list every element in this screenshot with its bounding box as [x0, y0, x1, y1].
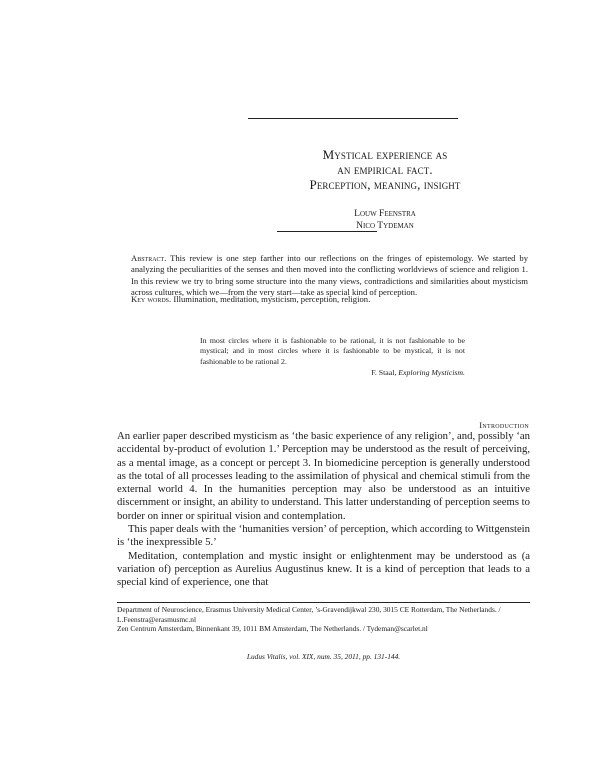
title-line-1: Mystical experience as: [322, 147, 448, 162]
body-paragraph-1: An earlier paper described mysticism as ‘the basic experience of any religion’, and, possibly ‘an accidental by-product of evolution 1.’ Perception may be understood as the result of perceiving, as a mental image, as a concept or percept 3. In biomedicine perception is generally understood as the total of all processes leading to the assimilation of physical and chemical stimuli from the external world 4. In the humanities perception may also be understood as an intuitive discernment or insight, an ability to understand. This latter understanding of perception seems to border on inner or spiritual vision and contemplation.: [117, 430, 530, 522]
epigraph-work: Exploring Mysticism.: [398, 368, 465, 377]
journal-citation: Ludus Vitalis, vol. XIX, num. 35, 2011, pp. 131-144.: [246, 652, 401, 661]
paper-title: [220, 147, 550, 192]
author-1: Louw Feenstra: [354, 209, 416, 219]
keywords-label: Key words.: [131, 294, 172, 304]
footnote-affiliation-1: Department of Neuroscience, Erasmus University Medical Center, ’s-Gravendijkwal 230, 3015 CE Rotterdam, The Netherlands. / L.Feenstra@erasmusmc.nl: [117, 605, 501, 624]
section-heading: Introduction: [479, 420, 529, 430]
footnotes: [117, 605, 530, 634]
title-line-2: an empirical fact.: [337, 162, 433, 177]
footnote-rule: [117, 602, 530, 603]
title-line-3: Perception, meaning, insight: [309, 177, 461, 192]
footnote-affiliation-2: Zen Centrum Amsterdam, Binnenkant 39, 1011 BM Amsterdam, The Netherlands. / Tydeman@scarlet.nl: [117, 624, 428, 634]
epigraph-quote: In most circles where it is fashionable to be rational, it is not fashionable to be mystical; and in most circles where it is fashionable to be mystical, it is not fashionable to be rational 2.: [200, 336, 465, 366]
body-paragraph-2: This paper deals with the ‘humanities version’ of perception, which according to Wittgenstein is ‘the inexpressible 5.’: [117, 523, 530, 549]
abstract: [131, 253, 528, 298]
abstract-label: Abstract.: [131, 253, 167, 263]
body-text: [117, 430, 530, 590]
author-list: [220, 208, 550, 232]
body-paragraph-3: Meditation, contemplation and mystic insight or enlightenment may be understood as (a variation of) perception as Aurelius Augustinus knew. It is a kind of perception that leads to a special kind of experience, one that: [117, 549, 530, 589]
author-2: Nico Tydeman: [356, 221, 414, 231]
epigraph-author: F. Staal,: [371, 368, 397, 377]
epigraph-attribution: [200, 368, 465, 378]
abstract-text: This review is one step farther into our reflections on the fringes of epistemology. We started by analyzing the peculiarities of the senses and then moved into the conflicting worldviews of science and religion 1. In this review we try to bring some structure into the many views, contradictions and similarities about mysticism across cultures, which we—from the very start—take as special kind of perception.: [131, 253, 528, 297]
keywords-text: Illumination, meditation, mysticism, perception, religion.: [173, 294, 371, 304]
keywords: [131, 294, 528, 305]
top-rule: [248, 118, 458, 119]
